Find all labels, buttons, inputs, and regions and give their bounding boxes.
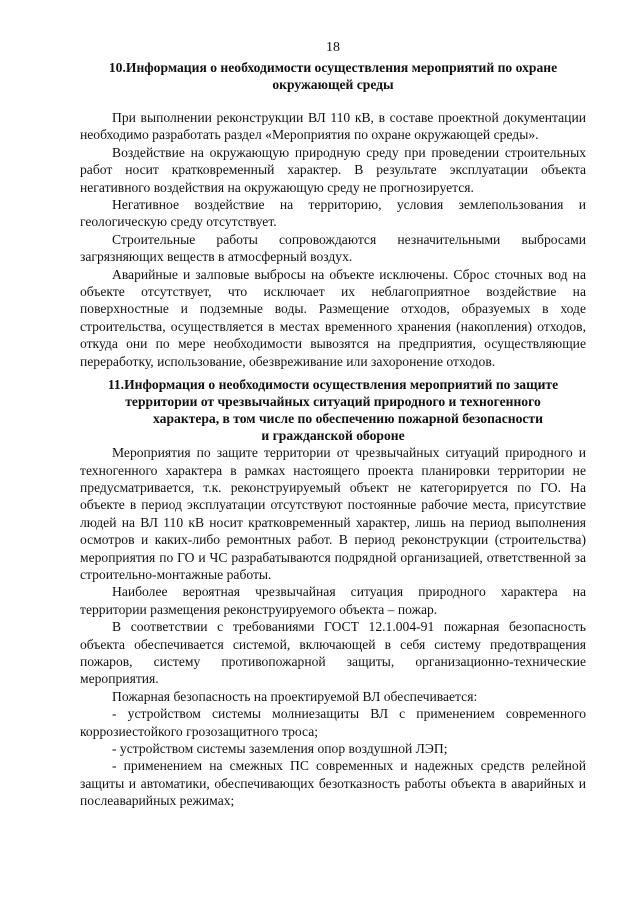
section-11-heading-line4: и гражданской обороне (261, 428, 405, 444)
section-11-paragraph-1: Мероприятия по защите территории от чрезвычайных ситуаций природного и техногенного характера в рамках настоящего проекта планировки территории не предусматривается, т.к. реконструируемый объект не категорируется по ГО. На объекте в период эксплуатации отсутствуют постоянные рабочие места, присутствие людей на ВЛ 110 кВ носит кратковременный характер, лишь на период выполнения осмотров и каких-либо ремонтных работ. В период реконструкции (строительства) мероприятия по ГО и ЧС разрабатываются подрядной организацией, ответственной за строительно-монтажные работы. (80, 445, 586, 582)
section-10-paragraph-1: При выполнении реконструкции ВЛ 110 кВ, в составе проектной документации необходимо разработать раздел «Мероприятия по охране окружающей среды». (80, 110, 586, 143)
section-10-paragraph-5: Аварийные и залповые выбросы на объекте исключены. Сброс сточных вод на объекте отсутствует, что исключает их неблагоприятное воздействие на поверхностные и подземные воды. Размещение отходов, образуемых в ходе строительства, осуществляется в местах временного хранения (накопления) отходов, откуда они по мере необходимости вывозятся на предприятия, осуществляющие переработку, использование, обезвреживание или захоронение отходов. (80, 266, 586, 369)
section-10-heading-line2: окружающей среды (272, 77, 394, 92)
section-11-heading-line3: характера, в том числе по обеспечению пожарной безопасности (153, 411, 543, 427)
section-11-heading-line1: 11.Информация о необходимости осуществления мероприятий по защите (107, 377, 559, 393)
section-11-paragraph-4: Пожарная безопасность на проектируемой ВЛ обеспечивается: (112, 688, 478, 704)
page-number: 18 (326, 40, 340, 55)
section-11-heading (80, 376, 586, 444)
section-11-paragraph-2: Наиболее вероятная чрезвычайная ситуация природного характера на территории размещения реконструируемого объекта – пожар. (80, 584, 586, 617)
section-10-heading (80, 59, 586, 93)
section-11-list-item-1: - устройством системы молниезащиты ВЛ с применением современного коррозиестойкого грозозащитного троса; (80, 706, 586, 739)
section-10-paragraph-2: Воздействие на окружающую природную среду при проведении строительных работ носит кратковременный характер. В результате эксплуатации объекта негативного воздействия на окружающую среду не прогнозируется. (80, 144, 586, 195)
section-11-list-item-3: - применением на смежных ПС современных и надежных средств релейной защиты и автоматики, обеспечивающих безотказность работы объекта в аварийных и послеаварийных режимах; (80, 758, 586, 809)
section-10-paragraph-3: Негативное воздействие на территорию, условия землепользования и геологическую среду отсутствует. (80, 197, 586, 230)
section-10-paragraph-4: Строительные работы сопровождаются незначительными выбросами загрязняющих веществ в атмосферный воздух. (80, 231, 586, 265)
section-10-heading-line1: 10.Информация о необходимости осуществления мероприятий по охране (108, 60, 558, 75)
section-11-paragraph-3: В соответствии с требованиями ГОСТ 12.1.004-91 пожарная безопасность объекта обеспечивается системой, включающей в себя систему предотвращения пожаров, систему противопожарной защиты, организационно-технические мероприятия. (80, 619, 586, 687)
section-11-list-item-2: - устройством системы заземления опор воздушной ЛЭП; (112, 741, 448, 756)
section-11-heading-line2: территории от чрезвычайных ситуаций природного и техногенного (125, 394, 541, 410)
